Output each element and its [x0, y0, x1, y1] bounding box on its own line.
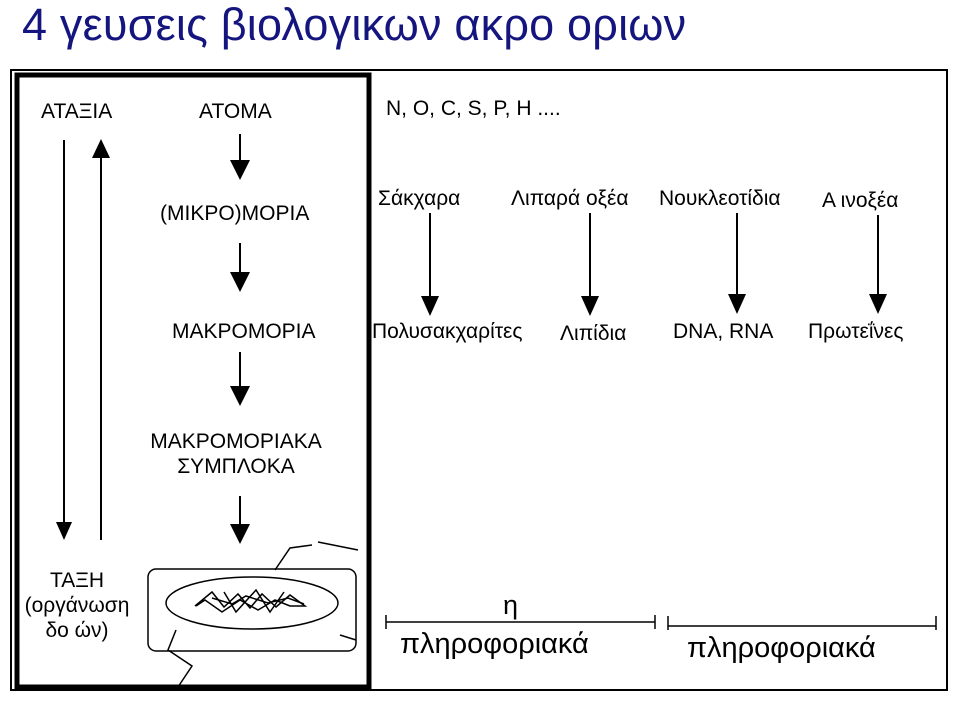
outer-frame [11, 70, 947, 690]
page-title: 4 γευσεις βιολογικων ακρο οριων [22, 0, 687, 50]
up-arrow-order [92, 139, 110, 540]
label-dna-rna: DNA, RNA [673, 320, 774, 343]
label-atoma: ΑΤΟΜΑ [199, 100, 272, 123]
label-lipidia: Λιπίδια [560, 322, 627, 345]
label-proteines: Πρωτεΐνες [808, 320, 904, 343]
arrow-mikromoria-to-makromoria [230, 243, 250, 292]
label-sakxara: Σάκχαρα [378, 187, 461, 210]
arrow-sakxara-to-polysakxarites [421, 213, 439, 316]
label-elements: N, O, C, S, P, H .... [386, 97, 561, 120]
label-liparaoxea: Λιπαρά οξέα [511, 187, 629, 210]
label-makromoriaka: ΜΑΚΡΟΜΟΡΙΑΚΑ [150, 430, 322, 453]
bracket-left [386, 615, 655, 629]
bracket-right [668, 616, 936, 630]
arrow-noukleotidia-to-dna [728, 213, 746, 314]
label-aminoxea: Α ινοξέα [822, 189, 899, 212]
arrow-atoma-to-mikromoria [230, 134, 250, 180]
label-domon: δο ών) [45, 619, 109, 642]
label-polysakxarites: Πολυσακχαρίτες [372, 320, 523, 343]
arrow-liparaoxea-to-lipidia [581, 213, 599, 316]
label-makromoria: ΜΑΚΡΟΜΟΡΙΑ [172, 320, 316, 343]
label-symploka: ΣΥΜΠΛΟΚΑ [177, 455, 295, 478]
label-pliroforiaka-right: πληροφοριακά [687, 632, 876, 664]
label-mikromoria: (ΜΙΚΡΟ)ΜΟΡΙΑ [160, 202, 310, 225]
arrow-makromoria-to-complex [230, 352, 250, 406]
arrow-aminoxea-to-proteines [869, 215, 887, 314]
arrow-complex-to-structure [230, 496, 250, 544]
label-taxi: ΤΑΞΗ [49, 569, 105, 592]
label-ataxia: ΑΤΑΞΙΑ [41, 100, 113, 123]
label-eta: η [503, 590, 519, 620]
label-pliroforiaka-left: πληροφοριακά [400, 628, 589, 660]
cell-structure-sketch [148, 542, 358, 690]
down-arrow-ataxia [56, 140, 72, 540]
label-organosi: (οργάνωση [24, 594, 130, 617]
label-noukleotidia: Νουκλεοτίδια [659, 187, 781, 210]
